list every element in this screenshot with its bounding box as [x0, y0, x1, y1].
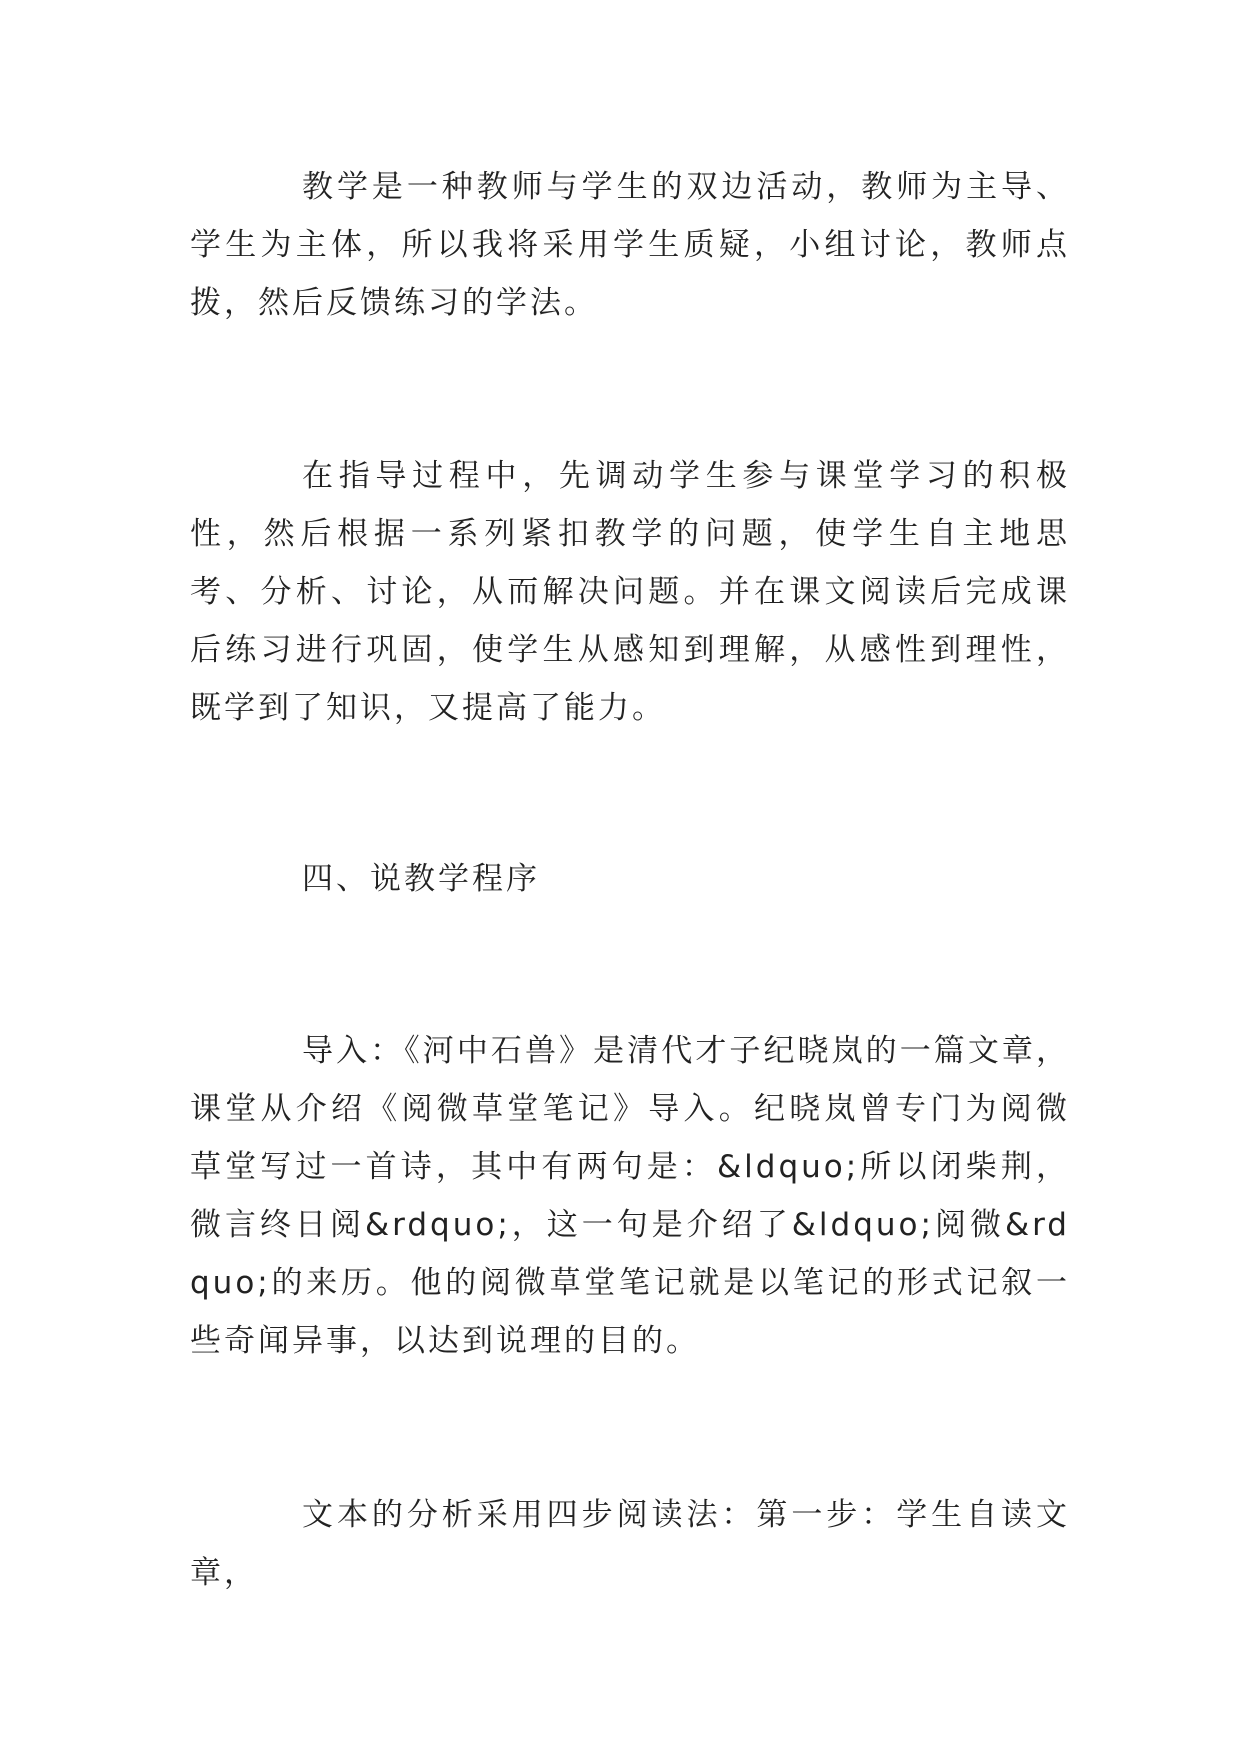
paragraph-study-method: 教学是一种教师与学生的双边活动，教师为主导、学生为主体，所以我将采用学生质疑，小组讨论，教师点拨，然后反馈练习的学法。 — [190, 169, 1070, 321]
paragraph-text-analysis: 文本的分析采用四步阅读法：第一步：学生自读文章， — [190, 1497, 1070, 1591]
paragraph-guidance-process: 在指导过程中，先调动学生参与课堂学习的积极性，然后根据一系列紧扣教学的问题，使学生自主地思考、分析、讨论，从而解决问题。并在课文阅读后完成课后练习进行巩固，使学生从感知到理解，从感性到理性，既学到了知识，又提高了能力。 — [190, 458, 1070, 726]
paragraph-introduction: 导入：《河中石兽》是清代才子纪晓岚的一篇文章，课堂从介绍《阅微草堂笔记》导入。纪晓岚曾专门为阅微草堂写过一首诗，其中有两句是：&ldquo;所以闭柴荆，微言终日阅&rdquo;，这一句是介绍了&ldquo;阅微&rdquo;的来历。他的阅微草堂笔记就是以笔记的形式记叙一些奇闻异事，以达到说理的目的。 — [190, 1033, 1070, 1359]
section-heading-teaching-procedure: 四、说教学程序 — [302, 861, 540, 897]
